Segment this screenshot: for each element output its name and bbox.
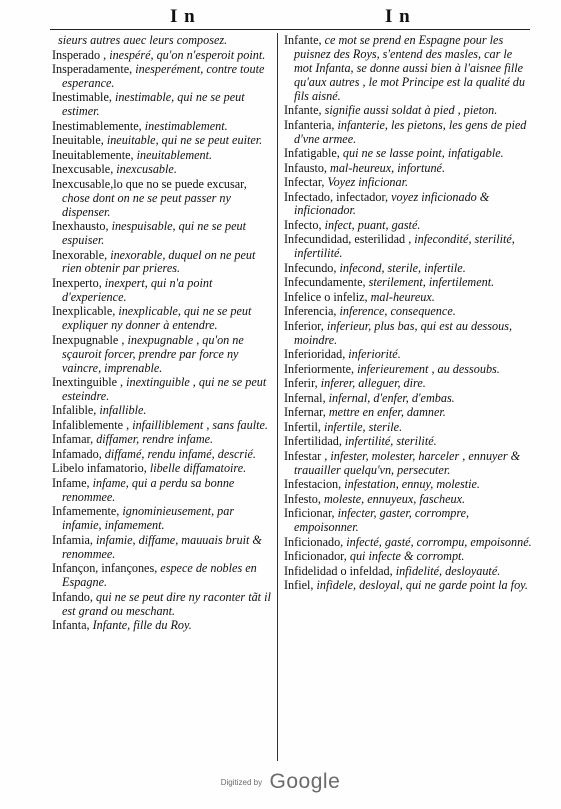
entry-headword: Inferioridad, (284, 347, 349, 362)
entry-headword: Infando, (52, 589, 96, 604)
dictionary-entry (284, 119, 532, 147)
entry-headword: Infausto, (284, 160, 331, 175)
dictionary-entry (52, 419, 274, 433)
dictionary-entry (52, 448, 274, 462)
entry-headword: Inexperto, (52, 275, 105, 290)
dictionary-entry (52, 376, 274, 404)
entry-headword: Infecundamente, (284, 275, 369, 290)
entry-headword: Infame, (52, 475, 93, 490)
watermark-prefix: Digitized by (220, 777, 263, 787)
dictionary-entry (284, 162, 532, 176)
entry-definition: inferiorité. (348, 347, 401, 362)
entry-definition: inextinguible , qui ne se peut esteindre. (62, 375, 267, 403)
entry-headword: Infanteria, (284, 117, 338, 132)
entry-headword: Infamar, (52, 432, 97, 447)
dictionary-entry (52, 149, 274, 163)
entry-definition: infecond, sterile, infertile. (339, 260, 466, 275)
dictionary-entry (52, 334, 274, 376)
entry-headword: Inexcusable,lo que no se puede excusar, (52, 176, 247, 191)
entry-definition: inestimablement. (144, 118, 228, 133)
entry-definition: infanterie, les pietons, les gens de pied d'vne armee. (294, 117, 527, 146)
entry-headword: Inficionado, (284, 534, 347, 549)
entry-headword: Insperadamente, (52, 62, 136, 76)
dictionary-entry (284, 392, 532, 406)
entry-definition: inexcusable. (116, 162, 177, 177)
dictionary-entry (52, 404, 274, 418)
entry-headword: Inferir, (284, 376, 321, 391)
entry-definition: inespuisable, qui ne se peut espuiser. (62, 219, 246, 248)
entry-headword: Infamemente, (52, 504, 123, 519)
dictionary-entry (284, 435, 532, 449)
entry-definition: inesperément, contre toute esperance. (62, 62, 265, 90)
running-head-right: I n (385, 6, 411, 27)
entry-headword: Inestimablemente, (52, 118, 145, 133)
entry-definition: infernal, d'enfer, d'embas. (328, 390, 455, 405)
entry-definition: infertilité, sterilité. (344, 434, 437, 449)
entry-definition: qui ne se peut dire ny raconter tãt il est grand ou meschant. (62, 589, 271, 618)
dictionary-entry (52, 591, 274, 619)
entry-definition: infecter, gaster, corrompre, empoisonner. (294, 506, 470, 535)
dictionary-entry (284, 363, 532, 377)
entry-headword: Infestacion, (284, 477, 345, 492)
dictionary-entry (52, 163, 274, 177)
entry-headword: Infelice o infeliz, (284, 289, 371, 304)
dictionary-entry (284, 320, 532, 348)
entry-definition: infecté, gasté, corrompu, empoisonné. (346, 534, 532, 549)
entry-definition: mal-heureux, infortuné. (330, 160, 445, 175)
entry-headword: Infecundidad, esterilidad , (284, 232, 415, 247)
digitized-watermark (0, 770, 561, 794)
entry-definition: infallible. (99, 403, 147, 418)
entry-definition: inexpert, qui n'a point d'experience. (62, 275, 213, 304)
dictionary-entry (284, 377, 532, 391)
entry-definition: infester, molester, harceler , ennuyer & trauailler quelqu'vn, persecuter. (294, 448, 521, 477)
dictionary-entry (284, 291, 532, 305)
dictionary-entry (284, 147, 532, 161)
dictionary-entry (284, 507, 532, 535)
dictionary-entry (284, 348, 532, 362)
left-column (52, 34, 274, 634)
entry-headword: Inextinguible , (52, 375, 127, 390)
entry-headword: Infesto, (284, 491, 324, 506)
entry-headword: Infecundo, (284, 260, 340, 275)
entry-definition: espece de nobles en Espagne. (62, 561, 257, 590)
dictionary-entry (284, 550, 532, 564)
dictionary-entry (284, 305, 532, 319)
entry-definition: ineuitable, qui ne se peut euiter. (106, 133, 263, 148)
entry-definition: infamie, diffame, mauuais bruit & renommee. (62, 532, 262, 561)
dictionary-entry (284, 536, 532, 550)
entry-headword: Inexhausto, (52, 219, 112, 234)
entry-definition: inference, consequence. (339, 304, 456, 319)
entry-definition: infailliblement , sans faulte. (132, 417, 268, 432)
entry-headword: Infamado, (52, 446, 105, 461)
entry-definition: ineuitablement. (136, 147, 213, 162)
entry-definition: infidelité, desloyauté. (395, 563, 501, 578)
entry-definition: voyez inficionado & inficionador. (294, 189, 490, 218)
dictionary-entry (284, 478, 532, 492)
entry-headword: Inferencia, (284, 304, 340, 319)
dictionary-entry (284, 34, 532, 104)
dictionary-entry (52, 34, 274, 48)
dictionary-entry (284, 276, 532, 290)
entry-headword: Infernar, (284, 405, 329, 420)
dictionary-entry (52, 305, 274, 333)
dictionary-entry (52, 134, 274, 148)
dictionary-entry (284, 565, 532, 579)
entry-definition: mettre en enfer, damner. (328, 405, 446, 420)
entry-definition: diffamé, rendu infamé, descrié. (104, 446, 256, 461)
running-head-left: I n (170, 6, 196, 27)
entry-definition: qui ne se lasse point, infatigable. (342, 146, 504, 161)
dictionary-entry (52, 619, 274, 633)
dictionary-entry (52, 49, 274, 63)
entry-headword: Infante, (284, 103, 325, 118)
entry-headword: Infecto, (284, 217, 325, 232)
entry-headword: Infatigable, (284, 146, 343, 161)
entry-headword: Infectar, (284, 175, 328, 190)
entry-headword: Infanta, (52, 618, 93, 632)
dictionary-entry (284, 191, 532, 219)
dictionary-entry (52, 462, 274, 476)
entry-definition: sieurs autres auec leurs composez. (58, 33, 228, 47)
entry-headword: Inexplicable, (52, 304, 119, 319)
entry-definition: infame, qui a perdu sa bonne renommee. (62, 475, 235, 504)
entry-definition: inferieur, plus bas, qui est au dessous, moindre. (294, 318, 513, 347)
entry-headword: Inexpugnable , (52, 332, 128, 347)
entry-headword: Ineuitable, (52, 133, 107, 148)
entry-headword: Infertil, (284, 419, 324, 434)
entry-headword: Ineuitablemente, (52, 147, 137, 162)
dictionary-entry (52, 277, 274, 305)
dictionary-entry (284, 233, 532, 261)
dictionary-entry (52, 534, 274, 562)
entry-definition: qui infecte & corrompt. (349, 549, 465, 564)
dictionary-entry (284, 176, 532, 190)
entry-definition: Infante, fille du Roy. (92, 618, 192, 632)
dictionary-entry (52, 91, 274, 119)
entry-headword: Insperado , (52, 47, 110, 62)
dictionary-entry (52, 249, 274, 277)
entry-definition: moleste, ennuyeux, fascheux. (323, 491, 466, 506)
entry-definition: sterilement, infertilement. (368, 275, 495, 290)
right-column (284, 34, 532, 594)
dictionary-entry (52, 505, 274, 533)
dictionary-entry (52, 178, 274, 220)
dictionary-entry (284, 262, 532, 276)
entry-headword: Inferior, (284, 318, 327, 333)
entry-headword: Inexcusable, (52, 162, 117, 177)
entry-headword: Infiel, (284, 578, 317, 593)
entry-headword: Inestimable, (52, 90, 115, 105)
entry-headword: Libelo infamatorio, (52, 461, 150, 476)
entry-definition: mal-heureux. (370, 289, 435, 304)
entry-definition: infestation, ennuy, molestie. (344, 477, 480, 492)
entry-headword: Inficionar, (284, 506, 338, 521)
entry-headword: Infante, (284, 33, 325, 47)
header-rule (50, 29, 530, 30)
entry-definition: infecondité, sterilité, infertilité. (294, 232, 515, 261)
dictionary-entry (284, 219, 532, 233)
dictionary-entry (284, 104, 532, 118)
entry-definition: inferer, alleguer, dire. (320, 376, 426, 391)
entry-headword: Infaliblemente , (52, 417, 133, 432)
entry-definition: diffamer, rendre infame. (96, 432, 214, 447)
entry-definition: Voyez inficionar. (327, 175, 409, 190)
dictionary-entry (284, 493, 532, 507)
entry-headword: Inficionador, (284, 549, 350, 564)
entry-definition: infidele, desloyal, qui ne garde point la foy. (316, 578, 528, 593)
entry-headword: Infernal, (284, 390, 329, 405)
entry-definition: inexorable, duquel on ne peut rien obtenir par prieres. (62, 247, 256, 276)
entry-definition: infertile, sterile. (323, 419, 403, 434)
entry-headword: Infidelidad o infeldad, (284, 563, 396, 578)
entry-definition: libelle diffamatoire. (149, 461, 247, 476)
dictionary-entry (52, 562, 274, 590)
google-logo: Google (269, 770, 341, 793)
entry-headword: Inferiormente, (284, 361, 358, 376)
dictionary-entry (284, 406, 532, 420)
entry-headword: Infalible, (52, 403, 100, 418)
entry-definition: inexplicable, qui ne se peut expliquer ny donner à entendre. (62, 304, 252, 333)
entry-definition: signifie aussi soldat à pied , pieton. (324, 103, 498, 118)
column-divider (277, 33, 278, 761)
dictionary-entry (52, 477, 274, 505)
entry-headword: Infestar , (284, 448, 331, 463)
dictionary-entry (52, 120, 274, 134)
dictionary-entry (52, 63, 274, 91)
dictionary-entry (52, 433, 274, 447)
dictionary-entry (284, 421, 532, 435)
entry-definition: inestimable, qui ne se peut estimer. (62, 90, 245, 119)
entry-definition: inferieurement , au dessoubs. (357, 361, 500, 376)
entry-definition: chose dont on ne se peut passer ny dispenser. (62, 190, 231, 219)
dictionary-entry (284, 579, 532, 593)
entry-headword: Infançon, infançones, (52, 561, 161, 576)
entry-headword: Inexorable, (52, 247, 111, 262)
entry-definition: infect, puant, gasté. (324, 217, 421, 232)
entry-definition: ignominieusement, par infamie, infamement. (62, 504, 235, 533)
entry-definition: inespéré, qu'on n'esperoit point. (109, 47, 266, 62)
entry-headword: Infamia, (52, 532, 96, 547)
entry-definition: inexpugnable , qu'on ne sçauroit forcer, prendre par force ny vaincre, imprenable. (62, 332, 244, 375)
entry-headword: Infertilidad, (284, 434, 345, 449)
entry-definition: ce mot se prend en Espagne pour les puisnez des Roys, s'entend des masles, car le mot Infanta, se donne aussi bien à l'aisnee fille qu'aux autres , le mot Principe est la qualité du fils aisné. (294, 33, 525, 103)
dictionary-entry (284, 450, 532, 478)
dictionary-entry (52, 220, 274, 248)
entry-headword: Infectado, infectador, (284, 189, 392, 204)
